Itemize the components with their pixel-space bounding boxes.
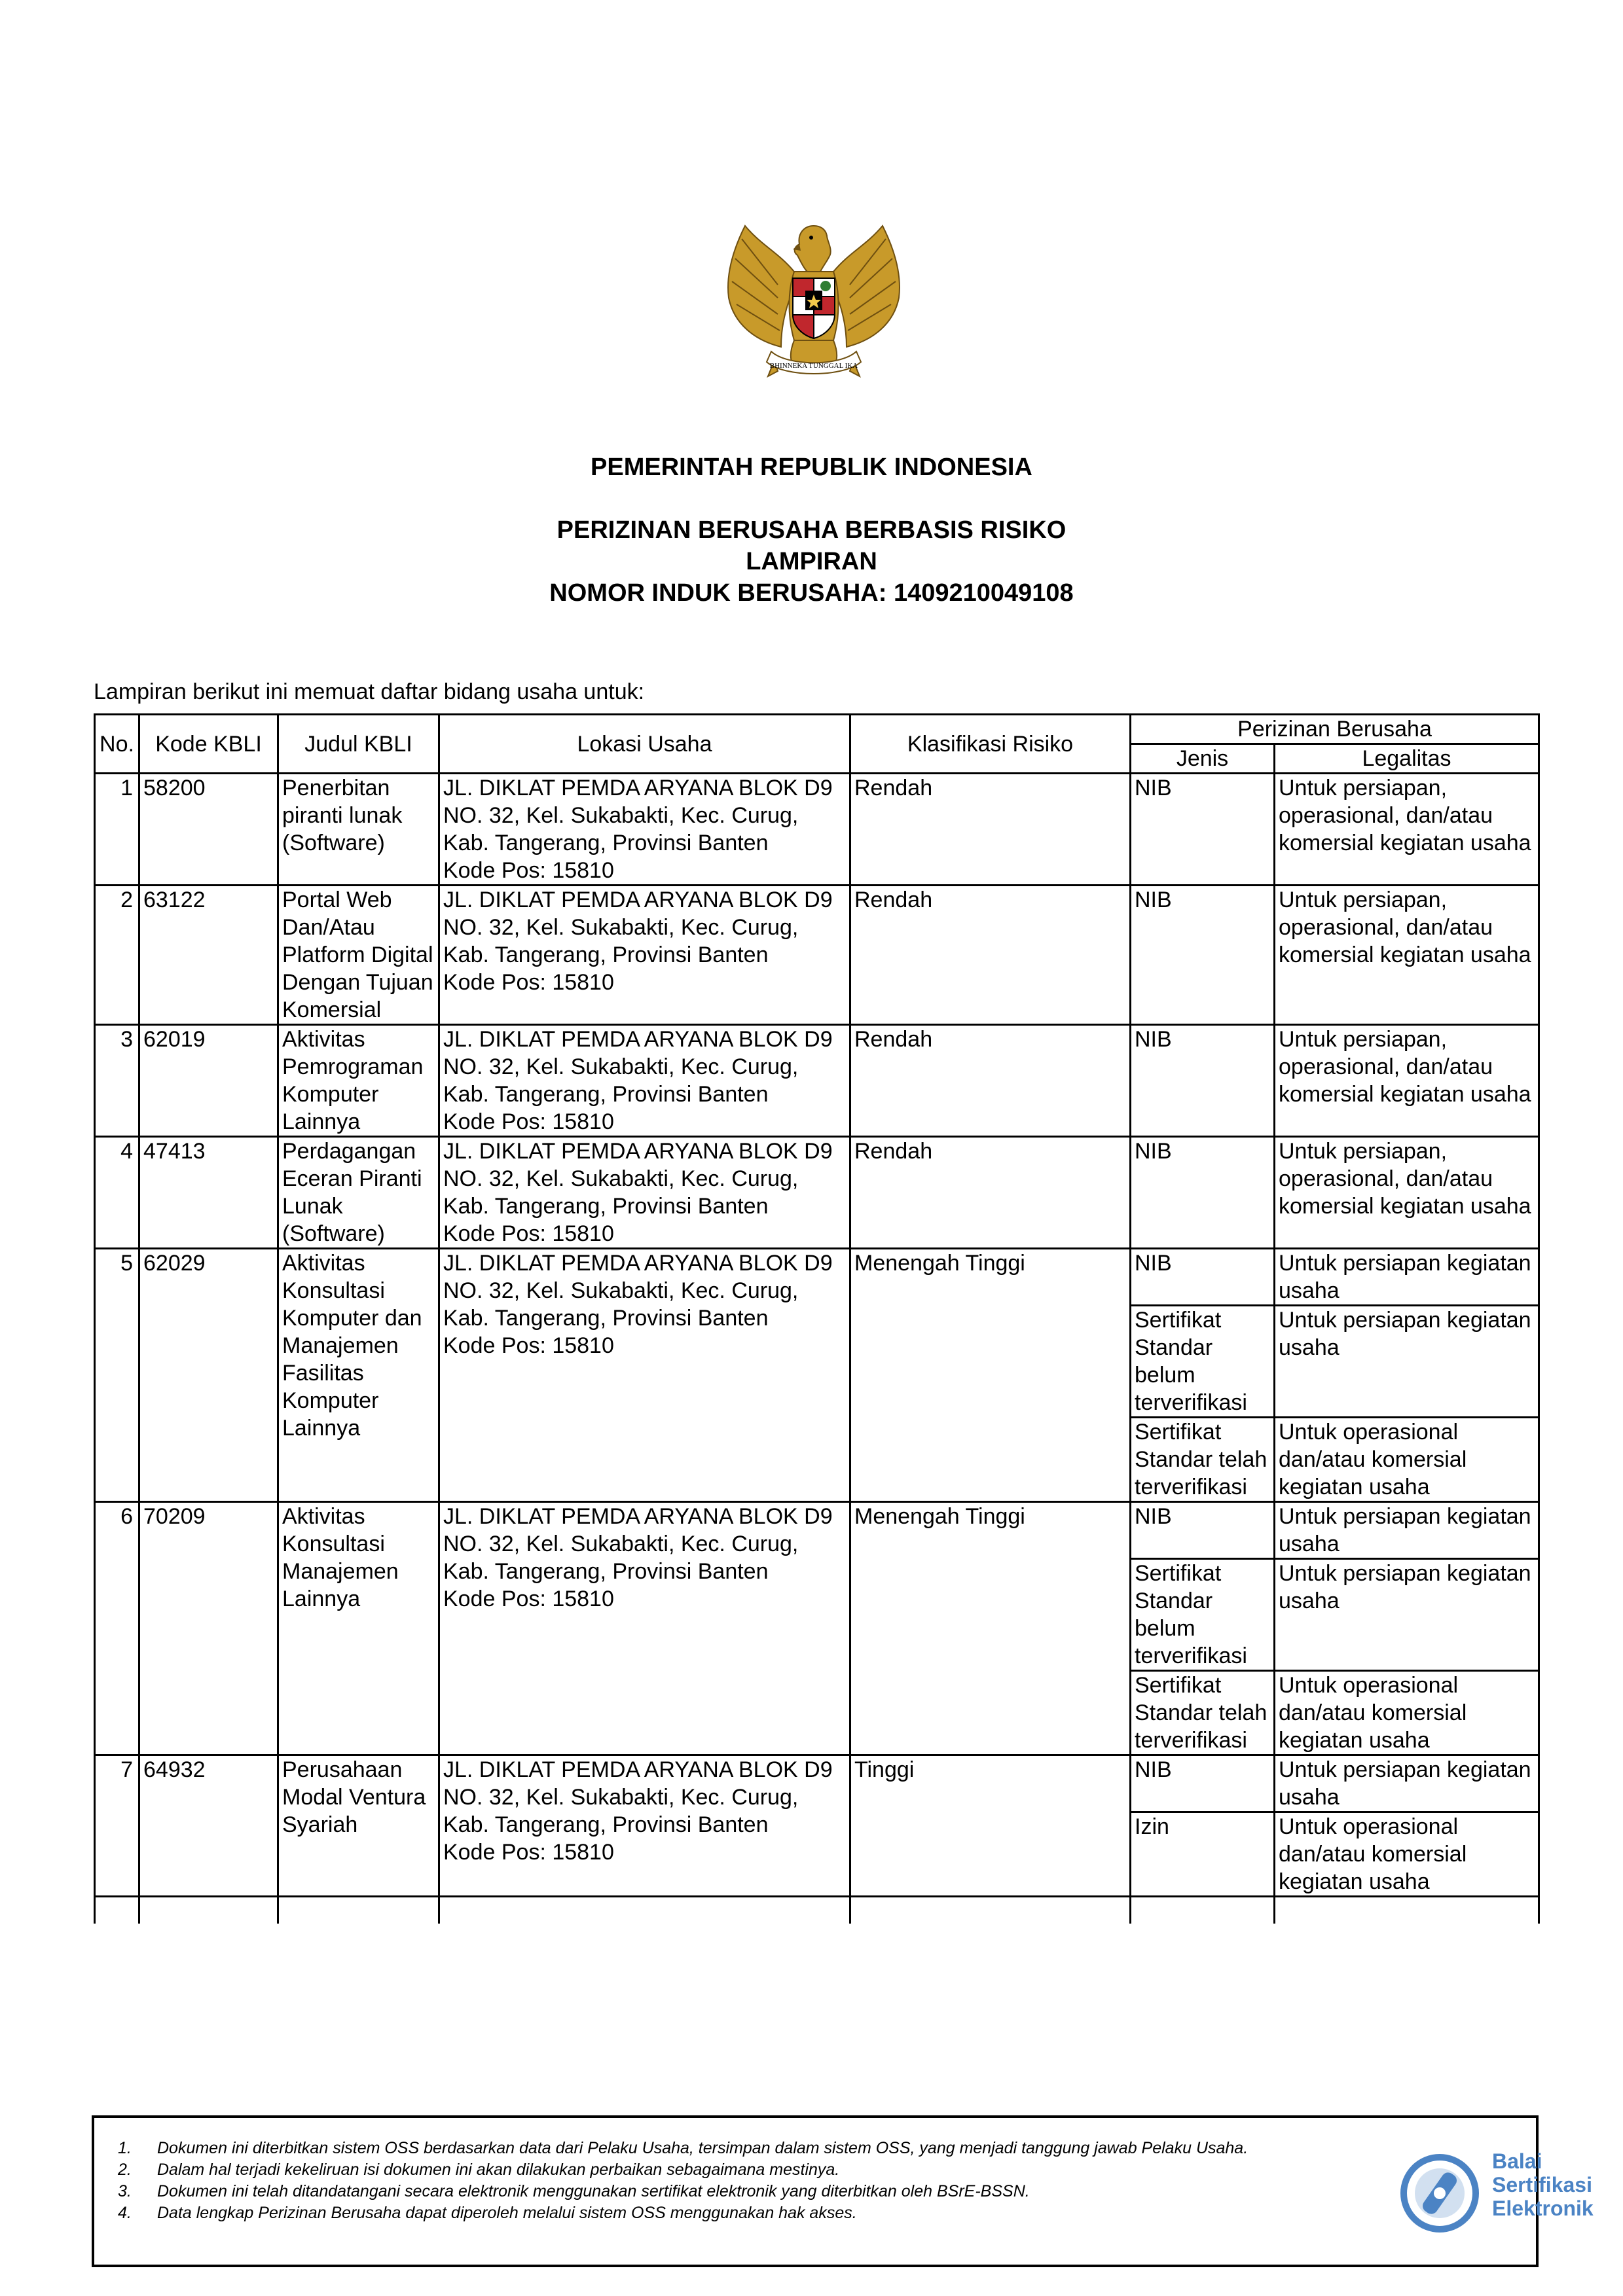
address-text: JL. DIKLAT PEMDA ARYANA BLOK D9 NO. 32, Kel. Sukabakti, Kec. Curug, Kab. Tangerang, Provinsi Banten bbox=[443, 1251, 833, 1331]
header-judul-kbli: Judul KBLI bbox=[278, 715, 439, 774]
emblem-motto: BHINNEKA TUNGGAL IKA bbox=[769, 362, 858, 370]
footer-note-text: Dokumen ini telah ditandatangani secara elektronik menggunakan sertifikat elektronik yang diterbitkan oleh BSrE-BSSN. bbox=[157, 2182, 1030, 2200]
postal-code: Kode Pos: 15810 bbox=[443, 1109, 614, 1134]
footer-note bbox=[118, 2181, 1375, 2202]
cell-kode-kbli: 58200 bbox=[139, 774, 278, 886]
cell-jenis: NIB bbox=[1131, 774, 1275, 886]
cell-jenis: Sertifikat Standar telah terverifikasi bbox=[1131, 1671, 1275, 1755]
government-title: PEMERINTAH REPUBLIK INDONESIA bbox=[591, 454, 1032, 481]
footer-notes-box bbox=[92, 2115, 1594, 2267]
cell-legalitas: Untuk operasional dan/atau komersial kegiatan usaha bbox=[1275, 1418, 1539, 1502]
table-row bbox=[95, 1502, 1539, 1559]
cell-no: 4 bbox=[95, 1137, 139, 1249]
cell-no: 7 bbox=[95, 1755, 139, 1897]
table-row bbox=[95, 1025, 1539, 1137]
cell-jenis: Sertifikat Standar belum terverifikasi bbox=[1131, 1306, 1275, 1418]
table-row bbox=[95, 1137, 1539, 1249]
cell-judul-kbli: Portal Web Dan/Atau Platform Digital Dengan Tujuan Komersial bbox=[278, 886, 439, 1025]
header-jenis: Jenis bbox=[1131, 744, 1275, 774]
continuation-cell bbox=[95, 1897, 139, 1924]
cell-legalitas: Untuk persiapan, operasional, dan/atau komersial kegiatan usaha bbox=[1275, 1025, 1539, 1137]
footer-note-number: 3. bbox=[118, 2182, 132, 2200]
cell-legalitas: Untuk persiapan kegiatan usaha bbox=[1275, 1502, 1539, 1559]
footer-note bbox=[118, 2159, 1375, 2181]
cell-lokasi-usaha bbox=[439, 1025, 850, 1137]
cell-legalitas: Untuk persiapan kegiatan usaha bbox=[1275, 1559, 1539, 1671]
cell-klasifikasi-risiko: Menengah Tinggi bbox=[850, 1249, 1131, 1502]
cell-klasifikasi-risiko: Tinggi bbox=[850, 1755, 1131, 1897]
cell-judul-kbli: Aktivitas Konsultasi Komputer dan Manajemen Fasilitas Komputer Lainnya bbox=[278, 1249, 439, 1502]
cell-judul-kbli: Aktivitas Pemrograman Komputer Lainnya bbox=[278, 1025, 439, 1137]
header-lokasi-usaha: Lokasi Usaha bbox=[439, 715, 850, 774]
postal-code: Kode Pos: 15810 bbox=[443, 1587, 614, 1611]
footer-note-text: Dokumen ini diterbitkan sistem OSS berdasarkan data dari Pelaku Usaha, tersimpan dalam sistem OSS, yang menjadi tanggung jawab Pelaku Usaha. bbox=[157, 2139, 1249, 2157]
postal-code: Kode Pos: 15810 bbox=[443, 1333, 614, 1358]
business-field-table bbox=[94, 713, 1540, 1924]
footer-notes-list bbox=[118, 2138, 1375, 2224]
bsre-wordmark bbox=[1492, 2149, 1594, 2220]
cell-kode-kbli: 47413 bbox=[139, 1137, 278, 1249]
cell-judul-kbli: Penerbitan piranti lunak (Software) bbox=[278, 774, 439, 886]
postal-code: Kode Pos: 15810 bbox=[443, 1221, 614, 1246]
footer-note-number: 2. bbox=[118, 2161, 132, 2179]
footer-note-text: Data lengkap Perizinan Berusaha dapat diperoleh melalui sistem OSS menggunakan hak akses. bbox=[157, 2204, 857, 2222]
cell-legalitas: Untuk operasional dan/atau komersial kegiatan usaha bbox=[1275, 1671, 1539, 1755]
cell-kode-kbli: 70209 bbox=[139, 1502, 278, 1755]
cell-legalitas: Untuk persiapan kegiatan usaha bbox=[1275, 1249, 1539, 1306]
intro-text: Lampiran berikut ini memuat daftar bidang usaha untuk: bbox=[94, 679, 645, 704]
footer-note bbox=[118, 2202, 1375, 2224]
cell-judul-kbli: Aktivitas Konsultasi Manajemen Lainnya bbox=[278, 1502, 439, 1755]
cell-klasifikasi-risiko: Rendah bbox=[850, 774, 1131, 886]
cell-klasifikasi-risiko: Rendah bbox=[850, 1025, 1131, 1137]
cell-legalitas: Untuk persiapan kegiatan usaha bbox=[1275, 1755, 1539, 1812]
table-row bbox=[95, 774, 1539, 886]
cell-jenis: NIB bbox=[1131, 1025, 1275, 1137]
cell-legalitas: Untuk operasional dan/atau komersial kegiatan usaha bbox=[1275, 1812, 1539, 1897]
cell-lokasi-usaha bbox=[439, 1755, 850, 1897]
cell-kode-kbli: 63122 bbox=[139, 886, 278, 1025]
cell-klasifikasi-risiko: Menengah Tinggi bbox=[850, 1502, 1131, 1755]
address-text: JL. DIKLAT PEMDA ARYANA BLOK D9 NO. 32, Kel. Sukabakti, Kec. Curug, Kab. Tangerang, Provinsi Banten bbox=[443, 776, 833, 855]
cell-no: 1 bbox=[95, 774, 139, 886]
cell-kode-kbli: 62019 bbox=[139, 1025, 278, 1137]
cell-jenis: Sertifikat Standar telah terverifikasi bbox=[1131, 1418, 1275, 1502]
address-text: JL. DIKLAT PEMDA ARYANA BLOK D9 NO. 32, Kel. Sukabakti, Kec. Curug, Kab. Tangerang, Provinsi Banten bbox=[443, 1027, 833, 1107]
header-klasifikasi-risiko: Klasifikasi Risiko bbox=[850, 715, 1131, 774]
cell-legalitas: Untuk persiapan kegiatan usaha bbox=[1275, 1306, 1539, 1418]
footer-note-number: 1. bbox=[118, 2139, 132, 2157]
continuation-cell bbox=[139, 1897, 278, 1924]
cell-no: 2 bbox=[95, 886, 139, 1025]
continuation-cell bbox=[278, 1897, 439, 1924]
cell-lokasi-usaha bbox=[439, 774, 850, 886]
cell-judul-kbli: Perusahaan Modal Ventura Syariah bbox=[278, 1755, 439, 1897]
continuation-cell bbox=[439, 1897, 850, 1924]
cell-legalitas: Untuk persiapan, operasional, dan/atau komersial kegiatan usaha bbox=[1275, 1137, 1539, 1249]
header-perizinan-berusaha: Perizinan Berusaha bbox=[1131, 715, 1539, 744]
attachment-label: LAMPIRAN bbox=[746, 548, 877, 575]
cell-no: 5 bbox=[95, 1249, 139, 1502]
cell-jenis: NIB bbox=[1131, 1755, 1275, 1812]
continuation-cell bbox=[1131, 1897, 1275, 1924]
cell-judul-kbli: Perdagangan Eceran Piranti Lunak (Software) bbox=[278, 1137, 439, 1249]
postal-code: Kode Pos: 15810 bbox=[443, 970, 614, 995]
table-row bbox=[95, 1755, 1539, 1812]
cell-kode-kbli: 62029 bbox=[139, 1249, 278, 1502]
footer-note-text: Dalam hal terjadi kekeliruan isi dokumen ini akan dilakukan perbaikan sebagaimana mestinya. bbox=[157, 2161, 840, 2179]
footer-note-number: 4. bbox=[118, 2204, 132, 2222]
header-legalitas: Legalitas bbox=[1275, 744, 1539, 774]
cell-jenis: Izin bbox=[1131, 1812, 1275, 1897]
garuda-pancasila-emblem-icon bbox=[716, 200, 912, 396]
table-row bbox=[95, 886, 1539, 1025]
cell-kode-kbli: 64932 bbox=[139, 1755, 278, 1897]
cell-jenis: Sertifikat Standar belum terverifikasi bbox=[1131, 1559, 1275, 1671]
cell-lokasi-usaha bbox=[439, 886, 850, 1025]
cell-jenis: NIB bbox=[1131, 1137, 1275, 1249]
cell-lokasi-usaha bbox=[439, 1502, 850, 1755]
address-text: JL. DIKLAT PEMDA ARYANA BLOK D9 NO. 32, Kel. Sukabakti, Kec. Curug, Kab. Tangerang, Provinsi Banten bbox=[443, 1757, 833, 1837]
header-no: No. bbox=[95, 715, 139, 774]
bsre-line-3: Elektronik bbox=[1492, 2197, 1594, 2220]
document-title: PERIZINAN BERUSAHA BERBASIS RISIKO bbox=[556, 516, 1067, 544]
bsre-line-2: Sertifikasi bbox=[1492, 2173, 1592, 2197]
cell-klasifikasi-risiko: Rendah bbox=[850, 1137, 1131, 1249]
address-text: JL. DIKLAT PEMDA ARYANA BLOK D9 NO. 32, Kel. Sukabakti, Kec. Curug, Kab. Tangerang, Provinsi Banten bbox=[443, 1504, 833, 1584]
cell-lokasi-usaha bbox=[439, 1249, 850, 1502]
address-text: JL. DIKLAT PEMDA ARYANA BLOK D9 NO. 32, Kel. Sukabakti, Kec. Curug, Kab. Tangerang, Provinsi Banten bbox=[443, 1139, 833, 1219]
postal-code: Kode Pos: 15810 bbox=[443, 1840, 614, 1865]
table-row bbox=[95, 1249, 1539, 1306]
cell-jenis: NIB bbox=[1131, 1502, 1275, 1559]
cell-jenis: NIB bbox=[1131, 1249, 1275, 1306]
footer-note bbox=[118, 2138, 1375, 2159]
address-text: JL. DIKLAT PEMDA ARYANA BLOK D9 NO. 32, Kel. Sukabakti, Kec. Curug, Kab. Tangerang, Provinsi Banten bbox=[443, 888, 833, 967]
cell-legalitas: Untuk persiapan, operasional, dan/atau komersial kegiatan usaha bbox=[1275, 886, 1539, 1025]
header-kode-kbli: Kode KBLI bbox=[139, 715, 278, 774]
cell-klasifikasi-risiko: Rendah bbox=[850, 886, 1131, 1025]
cell-jenis: NIB bbox=[1131, 886, 1275, 1025]
nib-number: NOMOR INDUK BERUSAHA: 1409210049108 bbox=[549, 579, 1074, 607]
cell-no: 6 bbox=[95, 1502, 139, 1755]
continuation-cell bbox=[1275, 1897, 1539, 1924]
cell-lokasi-usaha bbox=[439, 1137, 850, 1249]
cell-no: 3 bbox=[95, 1025, 139, 1137]
postal-code: Kode Pos: 15810 bbox=[443, 858, 614, 883]
bsre-line-1: Balai bbox=[1492, 2149, 1542, 2173]
table-continuation-row bbox=[95, 1897, 1539, 1924]
continuation-cell bbox=[850, 1897, 1131, 1924]
cell-legalitas: Untuk persiapan, operasional, dan/atau komersial kegiatan usaha bbox=[1275, 774, 1539, 886]
